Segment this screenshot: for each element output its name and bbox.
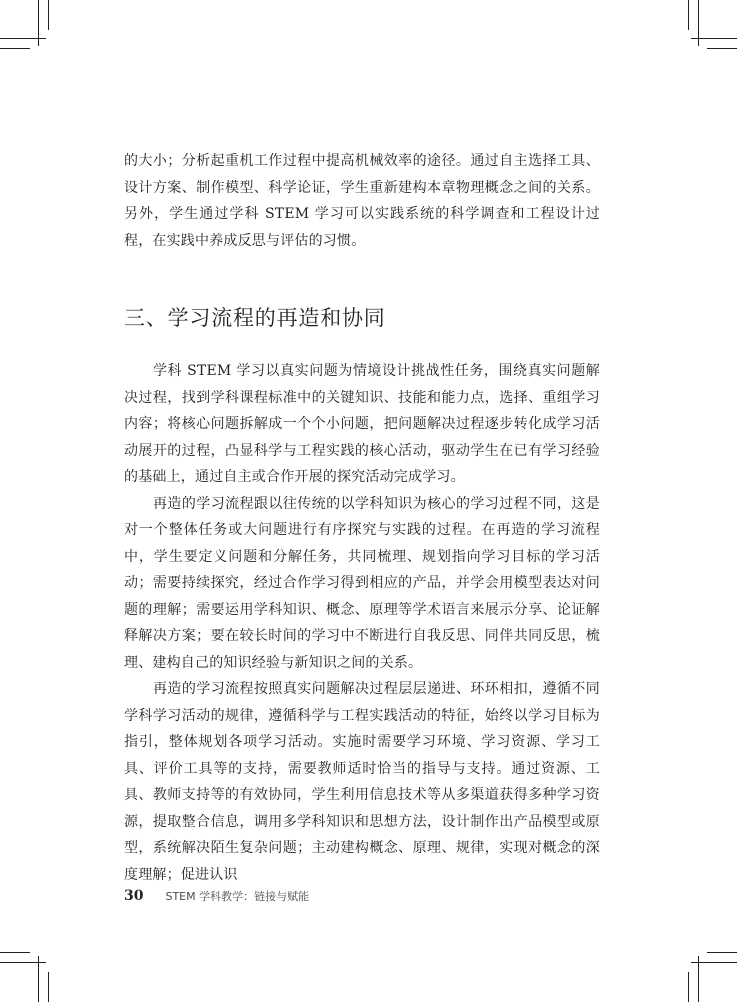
crop-mark-bottom-left-inner <box>48 972 49 1002</box>
crop-mark-bottom-left-horizontal <box>0 962 46 963</box>
crop-mark-top-left-inner-h <box>0 48 30 49</box>
continued-paragraph: 的大小；分析起重机工作过程中提高机械效率的途径。通过自主选择工具、设计方案、制作模型、科学论证，学生重新建构本章物理概念之间的关系。另外，学生通过学科 STEM 学习可以实践系统的科学调查和工程设计过程，在实践中养成反思与评估的习惯。 <box>124 153 600 249</box>
crop-mark-bottom-left-inner-h <box>0 952 30 953</box>
crop-mark-top-left-inner <box>48 0 49 30</box>
crop-mark-top-right-horizontal <box>691 38 737 39</box>
crop-mark-bottom-right-inner <box>688 972 689 1002</box>
section-paragraph-3: 再造的学习流程按照真实问题解决过程层层递进、环环相扣，遵循不同学科学习活动的规律，遵循科学与工程实践活动的特征，始终以学习目标为指引，整体规划各项学习活动。实施时需要学习环境、学习资源、学习工具、评价工具等的支持，需要教师适时恰当的指导与支持。通过资源、工具、教师支持等的有效协同，学生利用信息技术等从多渠道获得多种学习资源，提取整合信息，调用多学科知识和思想方法，设计制作出产品模型或原型，系统解决陌生复杂问题；主动建构概念、原理、规律，实现对概念的深度理解；促进认识 <box>124 681 600 883</box>
running-title: STEM 学科教学：链接与赋能 <box>165 890 310 903</box>
section-heading: 三、学习流程的再造和协同 <box>124 306 386 330</box>
section-paragraph-1: 学科 STEM 学习以真实问题为情境设计挑战性任务，围绕真实问题解决过程，找到学科课程标准中的关键知识、技能和能力点，选择、重组学习内容；将核心问题拆解成一个个小问题，把问题解决过程逐步转化成学习活动展开的过程，凸显科学与工程实践的核心活动，驱动学生在已有学习经验的基础上，通过自主或合作开展的探究活动完成学习。 <box>124 363 600 485</box>
crop-mark-top-right-inner <box>688 0 689 30</box>
page-number: 30 <box>124 888 144 904</box>
crop-mark-top-left-horizontal <box>0 38 46 39</box>
page-footer <box>124 888 309 904</box>
crop-mark-bottom-right-horizontal <box>691 962 737 963</box>
crop-mark-top-right-vertical <box>698 0 699 46</box>
crop-mark-top-right-inner-h <box>707 48 737 49</box>
crop-mark-top-left-vertical <box>38 0 39 46</box>
crop-mark-bottom-right-inner-h <box>707 952 737 953</box>
section-paragraph-2: 再造的学习流程跟以往传统的以学科知识为核心的学习过程不同，这是对一个整体任务或大问题进行有序探究与实践的过程。在再造的学习流程中，学生要定义问题和分解任务，共同梳理、规划指向学习目标的学习活动；需要持续探究，经过合作学习得到相应的产品，并学会用模型表达对问题的理解；需要运用学科知识、概念、原理等学术语言来展示分享、论证解释解决方案；要在较长时间的学习中不断进行自我反思、同伴共同反思，梳理、建构自己的知识经验与新知识之间的关系。 <box>124 495 600 671</box>
page-body <box>124 148 600 888</box>
